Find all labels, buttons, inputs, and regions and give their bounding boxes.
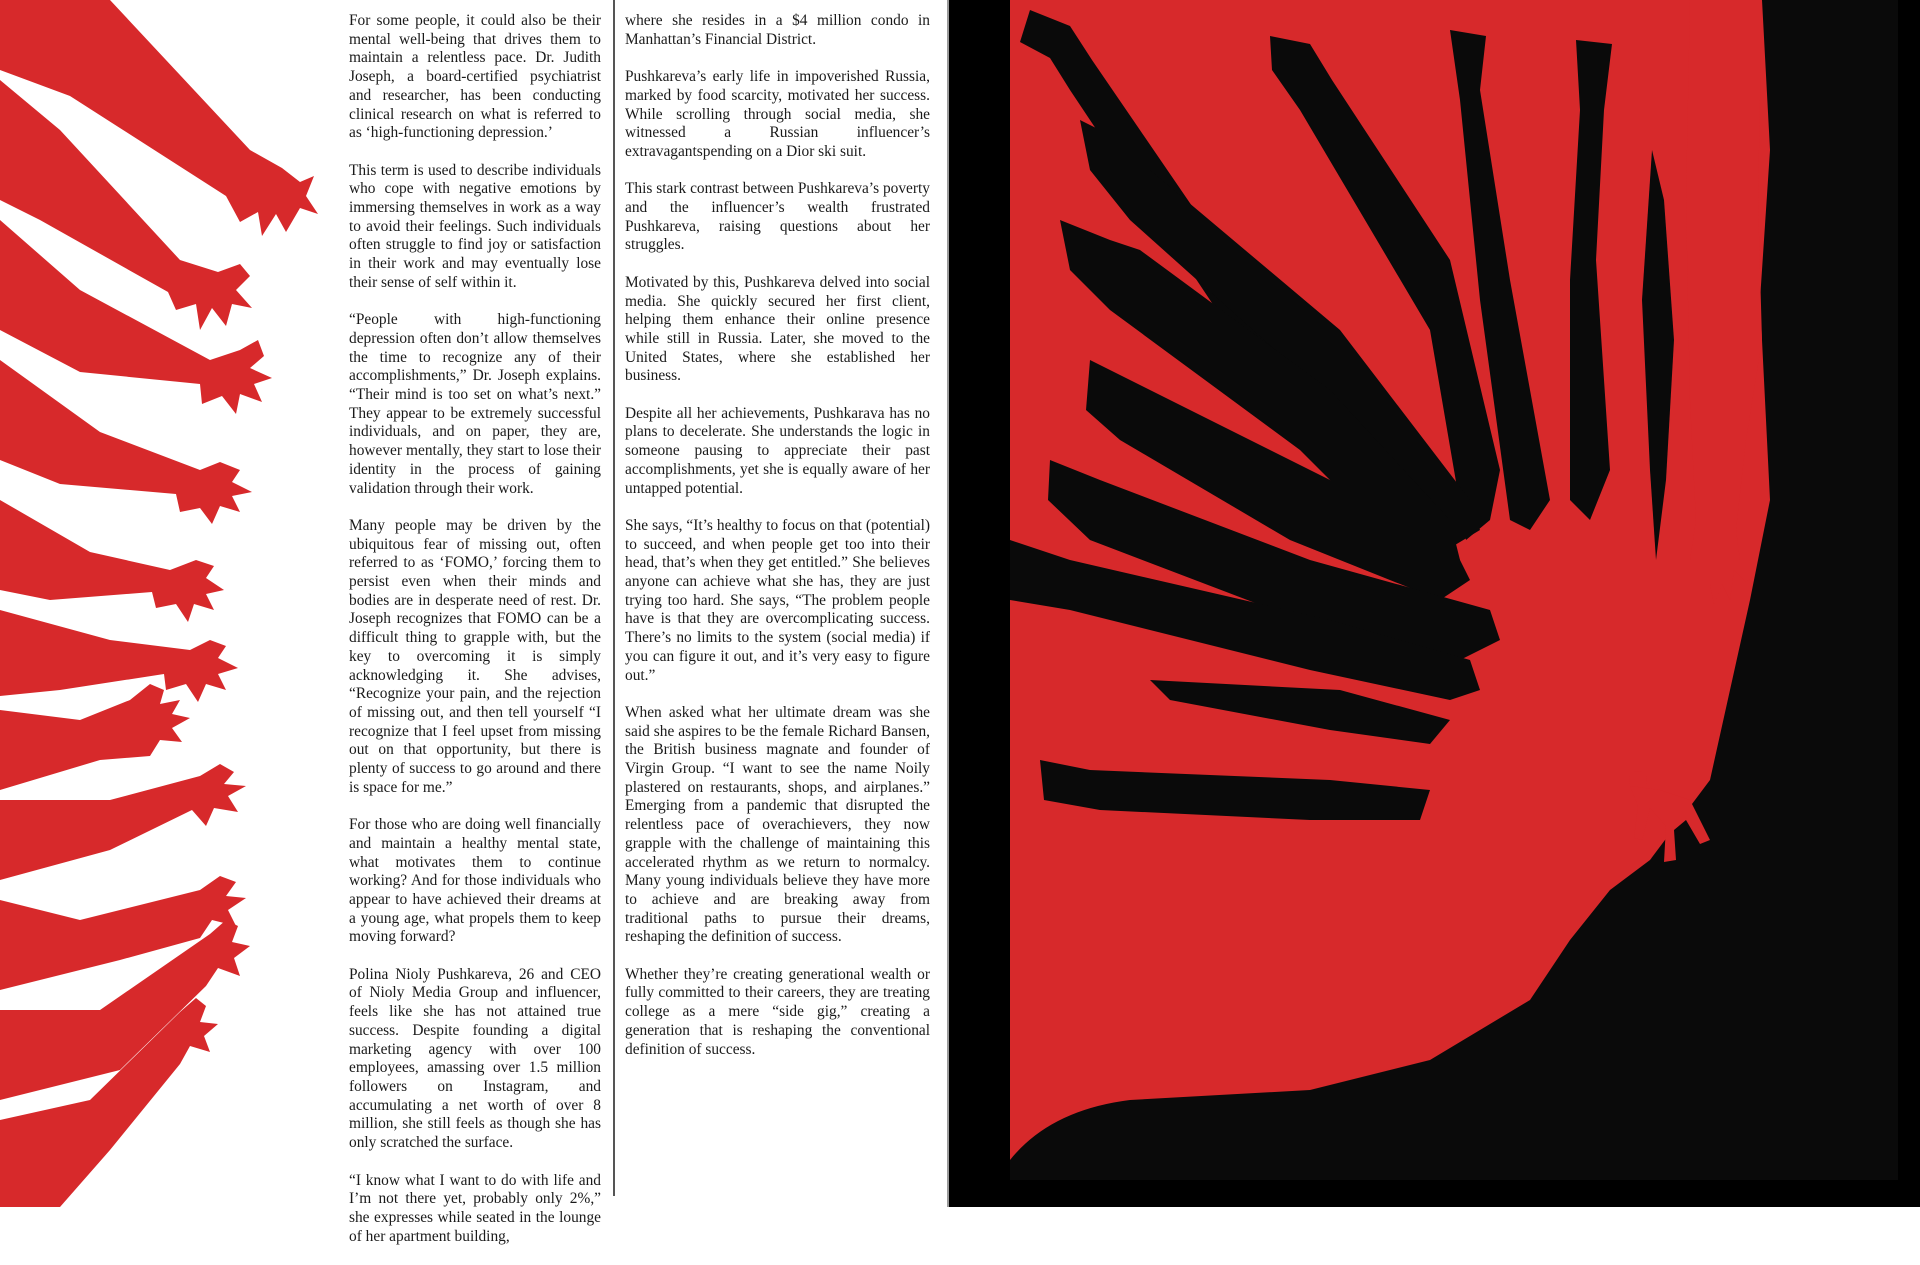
- paragraph: This term is used to describe individuals who cope with negative emotions by immersing themselves in work as a way to avoid their feelings. Such individuals often struggle to find joy or satisfaction in their work and may eventually lose their sense of self within it.: [349, 161, 601, 291]
- reaching-hands-illustration: [0, 0, 330, 1207]
- paragraph: Motivated by this, Pushkareva delved into social media. She quickly secured her first client, helping them enhance their online presence while still in Russia. Later, she moved to the United States, where she established her business.: [625, 273, 930, 385]
- paragraph: Polina Nioly Pushkareva, 26 and CEO of Nioly Media Group and influencer, feels like she has not attained true success. Despite founding a digital marketing agency with over 100 employees, amassing over 1.5 million followers on Instagram, and accumulating a net worth of over 8 million, she still feels as though she has only scratched the surface.: [349, 965, 601, 1152]
- paragraph: Despite all her achievements, Pushkarava has no plans to decelerate. She understands the logic in someone pausing to appreciate their past accomplishments, yet she is equally aware of her untapped potential.: [625, 404, 930, 497]
- paragraph: Pushkareva’s early life in impoverished Russia, marked by food scarcity, motivated her success. While scrolling through social media, she witnessed a Russian influencer’s extravagantspending on a Dior ski suit.: [625, 68, 930, 160]
- paragraph: where she resides in a $4 million condo in Manhattan’s Financial District.: [625, 12, 930, 48]
- paragraph: When asked what her ultimate dream was she said she aspires to be the female Richard Bansen, the British business magnate and founder of Virgin Group. “I want to see the name Noily plastered on restaurants, shops, and airplanes.” Emerging from a pandemic that disrupted the relentless pace of overachievers, they now grapple with the challenge of maintaining this accelerated rhythm as we return to normalcy. Many young individuals believe they have more to achieve and are breaking away from traditional paths to pursue their dreams, reshaping the definition of success.: [625, 703, 930, 946]
- paragraph: “People with high-functioning depression often don’t allow themselves the time to recognize any of their accomplishments,” Dr. Joseph explains. “Their mind is too set on what’s next.” They appear to be extremely successful individuals, and on paper, they are, however mentally, they start to lose their identity in the process of gaining validation through their work.: [349, 311, 601, 497]
- paragraph: She says, “It’s healthy to focus on that (potential) to succeed, and when people get too into their head, that’s when they get entitled.” She believes anyone can achieve what she has, they are just trying too hard. She says, “The problem people have is that they are overcomplicating success. There’s no limits to the system (social media) if you can figure it out, and it’s very easy to figure out.”: [625, 516, 930, 684]
- paragraph: This stark contrast between Pushkareva’s poverty and the influencer’s wealth frustrated Pushkareva, raising questions about her struggles.: [625, 180, 930, 254]
- column-divider: [613, 0, 615, 1196]
- paragraph: “I know what I want to do with life and I’m not there yet, probably only 2%,” she expresses while seated in the lounge of her apartment building,: [349, 1171, 601, 1245]
- paragraph: Many people may be driven by the ubiquitous fear of missing out, often referred to as ‘FOMO,’ forcing them to persist even when their minds and bodies are in desperate need of rest. Dr. Joseph recognizes that FOMO can be a difficult thing to grapple with, but the key to overcoming it is simply acknowledging it. She advises, “Recognize your pain, and the rejection of missing out, and then tell yourself “I recognize that I feel upset from missing out on that opportunity, but there is plenty of success to go around and there is space for me.”: [349, 516, 601, 796]
- paragraph: Whether they’re creating generational wealth or fully committed to their careers, they are treating college as a mere “side gig,” creating a generation that is reshaping the conventional definition of success.: [625, 965, 930, 1058]
- left-page: [0, 0, 948, 1245]
- right-page: [949, 0, 1920, 1207]
- paragraph: For those who are doing well financially and maintain a healthy mental state, what motivates them to continue working? And for those individuals who appear to have achieved their dreams at a young age, what propels them to keep moving forward?: [349, 816, 601, 946]
- paragraph: For some people, it could also be their mental well-being that drives them to maintain a relentless pace. Dr. Judith Joseph, a board-certified psychiatrist and researcher, has been conducting clinical research on what is referred to as ‘high-functioning depression.’: [349, 12, 601, 142]
- article-column-right: [625, 12, 930, 1078]
- article-column-left: [349, 12, 601, 1265]
- reaching-arms-falling-figure-illustration: [1010, 0, 1898, 1180]
